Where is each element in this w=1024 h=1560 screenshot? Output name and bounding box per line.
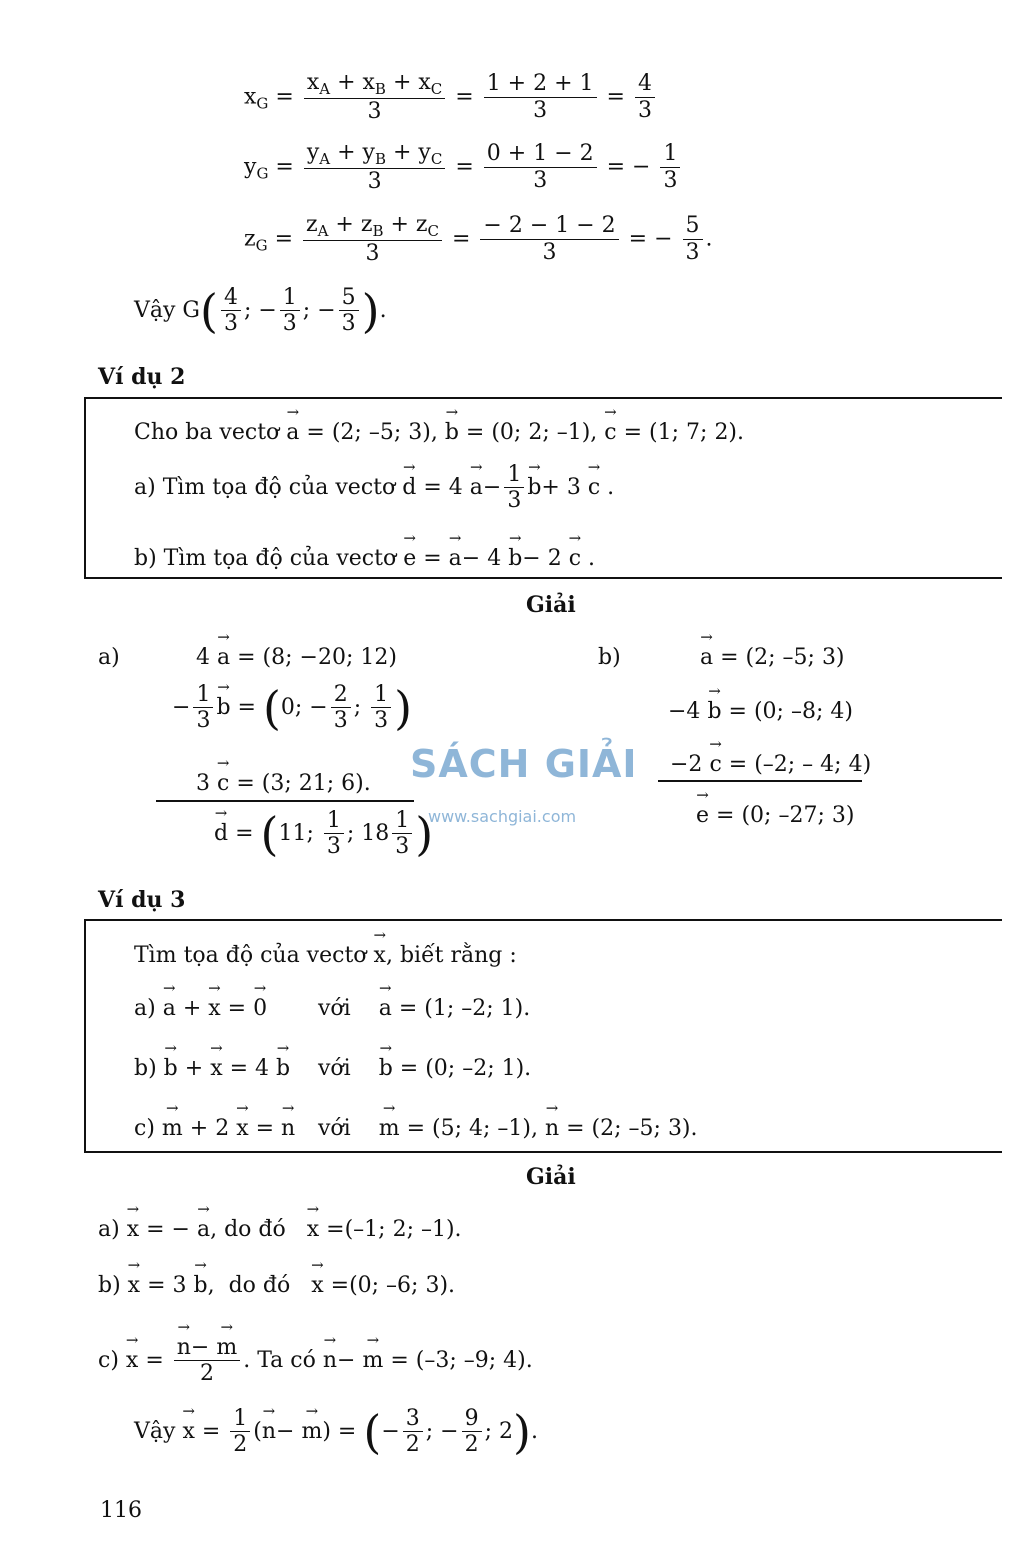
example2-solution-title: Giải — [526, 592, 576, 618]
watermark-brand: SÁCH GIẢI — [410, 742, 638, 786]
solution-a-label: a) — [98, 645, 120, 670]
example2-question-b: b) Tìm tọa độ của vectơ → e = → a− 4 → b− 2 → c . — [134, 546, 595, 571]
example2-title: Ví dụ 2 — [98, 364, 186, 390]
solution-a-line3: 3 → c = (3; 21; 6). — [196, 771, 371, 796]
example3-title: Ví dụ 3 — [98, 887, 186, 913]
solution-a-line2: − $\frac{1}{3}$ → b = (0; − $\frac{2}{3}$ ; $\frac{1}{3}$ ) — [172, 682, 412, 734]
zg-equation: $z_G$ = $\frac{z_A + z_B + z_C}{3}$ = $\frac{- 2 - 1 - 2}{3}$ = − $\frac{5}{3}$ . — [244, 212, 713, 267]
example3-intro: Tìm tọa độ của vectơ → x, biết rằng : — [134, 943, 517, 968]
solution-b-result: → e = (0; –27; 3) — [696, 803, 854, 828]
example3-case-a-cond: với → a = (1; –2; 1). — [318, 996, 530, 1021]
solution-b-line2: −4 → b = (0; –8; 4) — [668, 699, 853, 724]
solution-b-line1: → a = (2; –5; 3) — [700, 645, 845, 670]
example3-case-b-cond: với → b = (0; –2; 1). — [318, 1056, 531, 1081]
example3-case-c: c) → m + 2 → x = → n — [134, 1116, 295, 1141]
example2-question-a: a) Tìm tọa độ của vectơ → d = 4 → a− $\frac{1}{3}$ → b+ 3 → c . — [134, 462, 614, 514]
page-number: 116 — [100, 1498, 142, 1523]
example3-solution-title: Giải — [526, 1164, 576, 1190]
solution-b-label: b) — [598, 645, 621, 670]
yg-equation: $y_G$ = $\frac{y_A + y_B + y_C}{3}$ = $\frac{0 + 1 - 2}{3}$ = − $\frac{1}{3}$ — [244, 140, 683, 195]
example2-intro: Cho ba vectơ → a = (2; –5; 3), → b = (0; 2; –1), → c = (1; 7; 2). — [134, 420, 744, 445]
example3-case-b: b) → b + → x = 4 → b — [134, 1056, 290, 1081]
solution-b-sum-rule — [658, 780, 862, 782]
solution-a-sum-rule — [156, 800, 414, 802]
watermark-url: www.sachgiai.com — [428, 807, 577, 826]
example3-case-c-cond: với → m = (5; 4; –1), → n = (2; –5; 3). — [318, 1116, 698, 1141]
solution-b-line3: −2 → c = (–2; – 4; 4) — [670, 752, 871, 777]
example3-solution-b: b) → x = 3 → b, do đó → x =(0; –6; 3). — [98, 1273, 455, 1298]
centroid-conclusion: Vậy G( $\frac{4}{3}$ ; − $\frac{1}{3}$ ; − $\frac{5}{3}$ ). — [134, 283, 387, 338]
solution-a-line1: 4 → a = (8; −20; 12) — [196, 645, 397, 670]
example3-solution-c: c) → x = → $\frac{n- \to m}{2}$ . Ta có → n− → m = (–3; –9; 4). — [98, 1335, 533, 1387]
solution-a-result: → d = (11; $\frac{1}{3}$ ; 18 $\frac{1}{3}$ ) — [214, 808, 433, 860]
example3-conclusion: Vậy → x = $\frac{1}{2}$ (→ n− → m) = (− $\frac{3}{2}$ ; − $\frac{9}{2}$ ; 2). — [134, 1406, 538, 1458]
xg-equation: $x_G$ = $\frac{x_A + x_B + x_C}{3}$ = $\frac{1 + 2 + 1}{3}$ = $\frac{4}{3}$ — [244, 70, 658, 125]
example3-case-a: a) → a + → x = → 0 — [134, 996, 267, 1021]
example3-solution-a: a) → x = − → a, do đó → x =(–1; 2; –1). — [98, 1217, 462, 1242]
